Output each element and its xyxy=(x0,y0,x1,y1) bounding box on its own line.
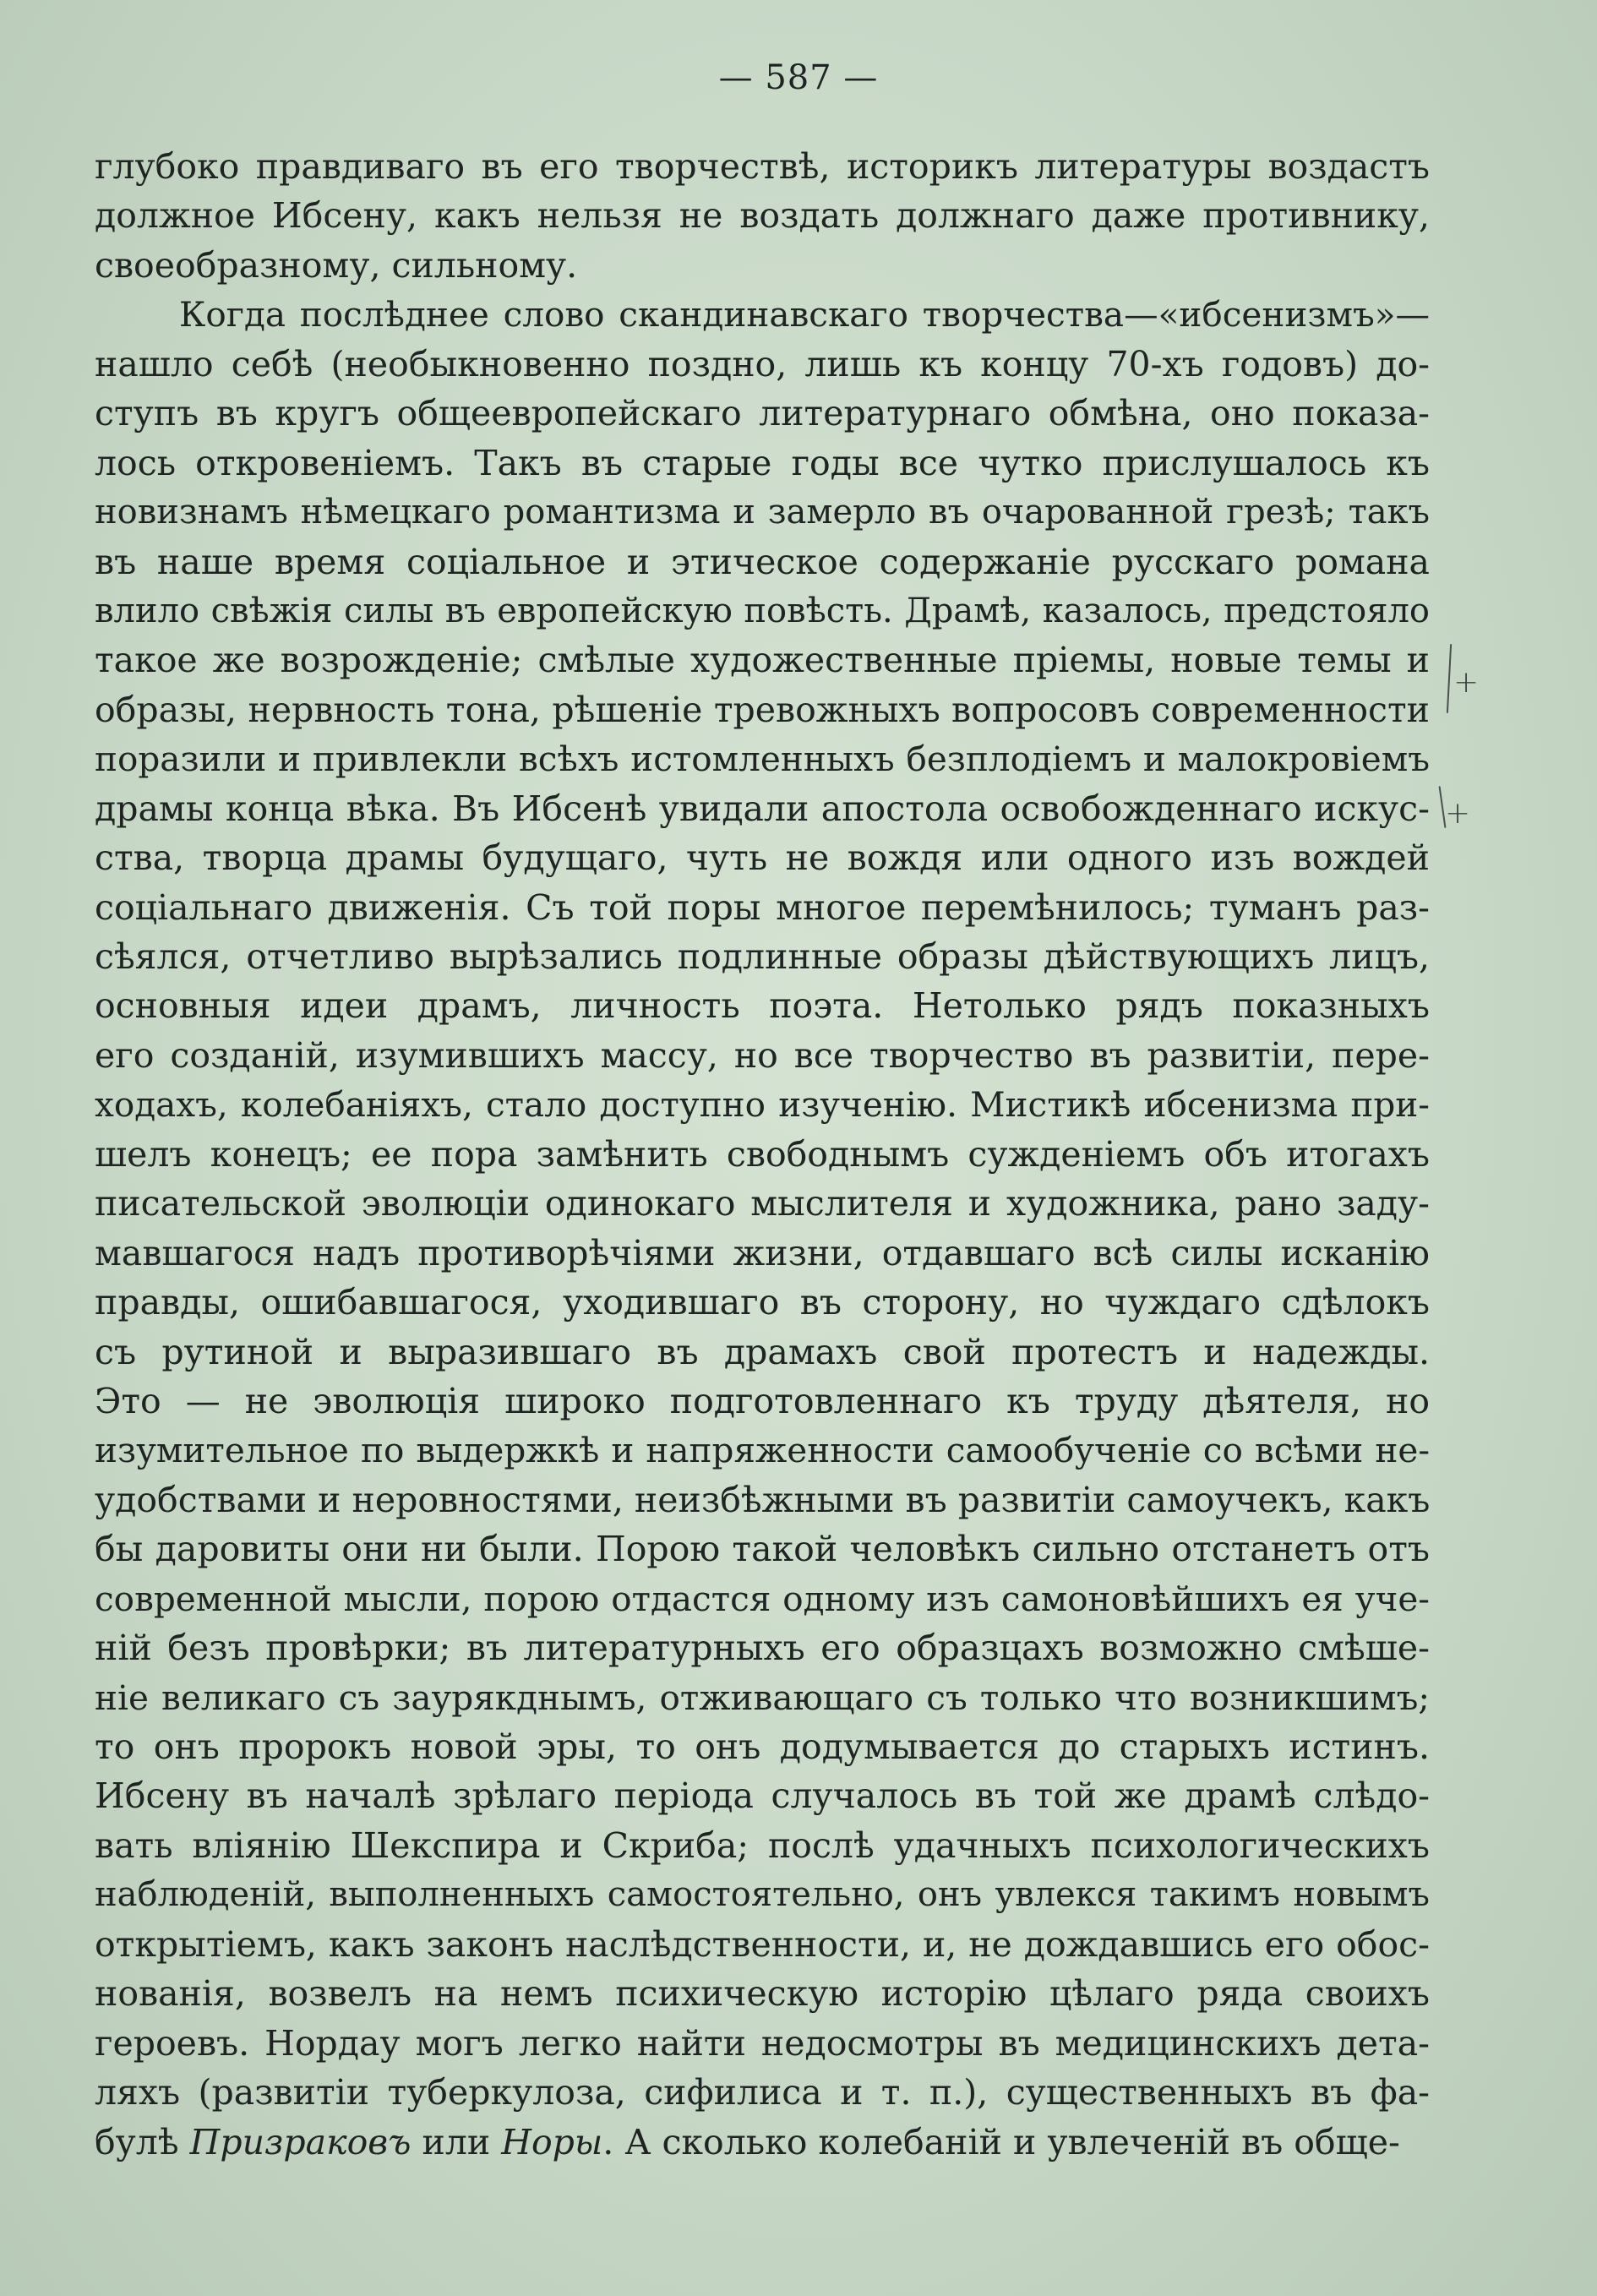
text-run: или xyxy=(411,2121,502,2162)
text-line: правды, ошибавшагося, уходившаго въ сторону, но чуждаго сдѣлокъ xyxy=(95,1282,1430,1323)
body-text xyxy=(95,142,1430,2167)
text-line: ніе великаго съ заурякднымъ, отживающаго съ только что возникшимъ; xyxy=(95,1677,1430,1718)
text-line: ній безъ провѣрки; въ литературныхъ его образцахъ возможно смѣше- xyxy=(95,1628,1430,1669)
text-line: соціальнаго движенія. Съ той поры многое перемѣнилось; туманъ раз- xyxy=(95,886,1430,928)
text-line: нашло себѣ (необыкновенно поздно, лишь къ концу 70-хъ годовъ) до- xyxy=(95,343,1430,384)
text-line: поразили и привлекли всѣхъ истомленныхъ безплодіемъ и малокровіемъ xyxy=(95,739,1430,780)
text-line: Ибсену въ началѣ зрѣлаго періода случалось въ той же драмѣ слѣдо- xyxy=(95,1775,1430,1817)
text-line: то онъ пророкъ новой эры, то онъ додумывается до старыхъ истинъ. xyxy=(95,1726,1430,1767)
text-line: влило свѣжія силы въ европейскую повѣсть. Драмѣ, казалось, предстояло xyxy=(95,591,1430,630)
text-line: такое же возрожденіе; смѣлые художественные пріемы, новые темы и xyxy=(95,640,1430,681)
text-line: мавшагося надъ противорѣчіями жизни, отдавшаго всѣ силы исканію xyxy=(95,1232,1430,1273)
italic-title-nora: Норы xyxy=(501,2121,603,2162)
text-line: глубоко правдиваго въ его творчествѣ, историкъ литературы воздастъ xyxy=(95,146,1430,187)
text-line: Когда послѣднее слово скандинавскаго творчества—«ибсенизмъ»— xyxy=(179,294,1430,335)
text-line: вать вліянію Шекспира и Скриба; послѣ удачныхъ психологическихъ xyxy=(95,1824,1430,1866)
text-line: наблюденій, выполненныхъ самостоятельно, онъ увлекся такимъ новымъ xyxy=(95,1875,1430,1915)
text-line: писательской эволюціи одинокаго мыслителя и художника, рано заду- xyxy=(95,1183,1430,1224)
text-line: драмы конца вѣка. Въ Ибсенѣ увидали апостола освобожденнаго искус- xyxy=(95,788,1430,829)
text-line: ляхъ (развитіи туберкулоза, сифилиса и т. п.), существенныхъ въ фа- xyxy=(95,2072,1430,2113)
margin-plus-note: + xyxy=(1453,665,1480,700)
page-number: — 587 — xyxy=(718,58,879,97)
text-line-final xyxy=(95,2118,1430,2167)
text-line: нованія, возвелъ на немъ психическую исторію цѣлаго ряда своихъ xyxy=(95,1973,1430,2015)
text-line: открытіемъ, какъ законъ наслѣдственности, и, не дождавшись его обос- xyxy=(95,1923,1430,1965)
text-line: бы даровиты они ни были. Порою такой человѣкъ сильно отстанетъ отъ xyxy=(95,1529,1430,1570)
text-line: героевъ. Нордау могъ легко найти недосмотры въ медицинскихъ дета- xyxy=(95,2022,1430,2064)
text-line: Это — не эволюція широко подготовленнаго къ труду дѣятеля, но xyxy=(95,1380,1430,1421)
text-line: своеобразному, сильному. xyxy=(95,244,578,286)
text-line: изумительное по выдержкѣ и напряженности самообученіе со всѣми не- xyxy=(95,1430,1430,1471)
text-line: съ рутиной и выразившаго въ драмахъ свой протестъ и надежды. xyxy=(95,1331,1430,1372)
italic-title-prizraki: Призраковъ xyxy=(189,2121,412,2162)
text-line: въ наше время соціальное и этическое содержаніе русскаго романа xyxy=(95,541,1430,582)
text-line: лось откровеніемъ. Такъ въ старые годы все чутко прислушалось къ xyxy=(95,442,1430,483)
text-line: сѣялся, отчетливо вырѣзались подлинные образы дѣйствующихъ лицъ, xyxy=(95,936,1430,977)
margin-plus-note: + xyxy=(1445,796,1471,831)
text-line: новизнамъ нѣмецкаго романтизма и замерло въ очарованной грезѣ; такъ xyxy=(95,493,1430,532)
text-run: булѣ xyxy=(95,2121,190,2162)
text-line: должное Ибсену, какъ нельзя не воздать должнаго даже противнику, xyxy=(95,195,1430,237)
text-line: шелъ конецъ; ее пора замѣнить свободнымъ сужденіемъ объ итогахъ xyxy=(95,1133,1430,1175)
text-line: образы, нервность тона, рѣшеніе тревожныхъ вопросовъ современности xyxy=(95,689,1430,730)
text-line: основныя идеи драмъ, личность поэта. Нетолько рядъ показныхъ xyxy=(95,985,1430,1027)
margin-pencil-stroke xyxy=(1447,644,1452,713)
text-line: ства, творца драмы будущаго, чуть не вождя или одного изъ вождей xyxy=(95,837,1430,879)
text-line: ходахъ, колебаніяхъ, стало доступно изученію. Мистикѣ ибсенизма при- xyxy=(95,1084,1430,1126)
text-run: . А сколько колебаній и увлеченій въ обще- xyxy=(602,2121,1400,2162)
text-line: современной мысли, порою отдастся одному изъ самоновѣйшихъ ея уче- xyxy=(95,1578,1430,1619)
text-line: ступъ въ кругъ общеевропейскаго литературнаго обмѣна, оно показа- xyxy=(95,393,1430,434)
text-line: удобствами и неровностями, неизбѣжными въ развитіи самоучекъ, какъ xyxy=(95,1479,1431,1520)
text-line: его созданій, изумившихъ массу, но все творчество въ развитіи, пере- xyxy=(95,1034,1430,1076)
